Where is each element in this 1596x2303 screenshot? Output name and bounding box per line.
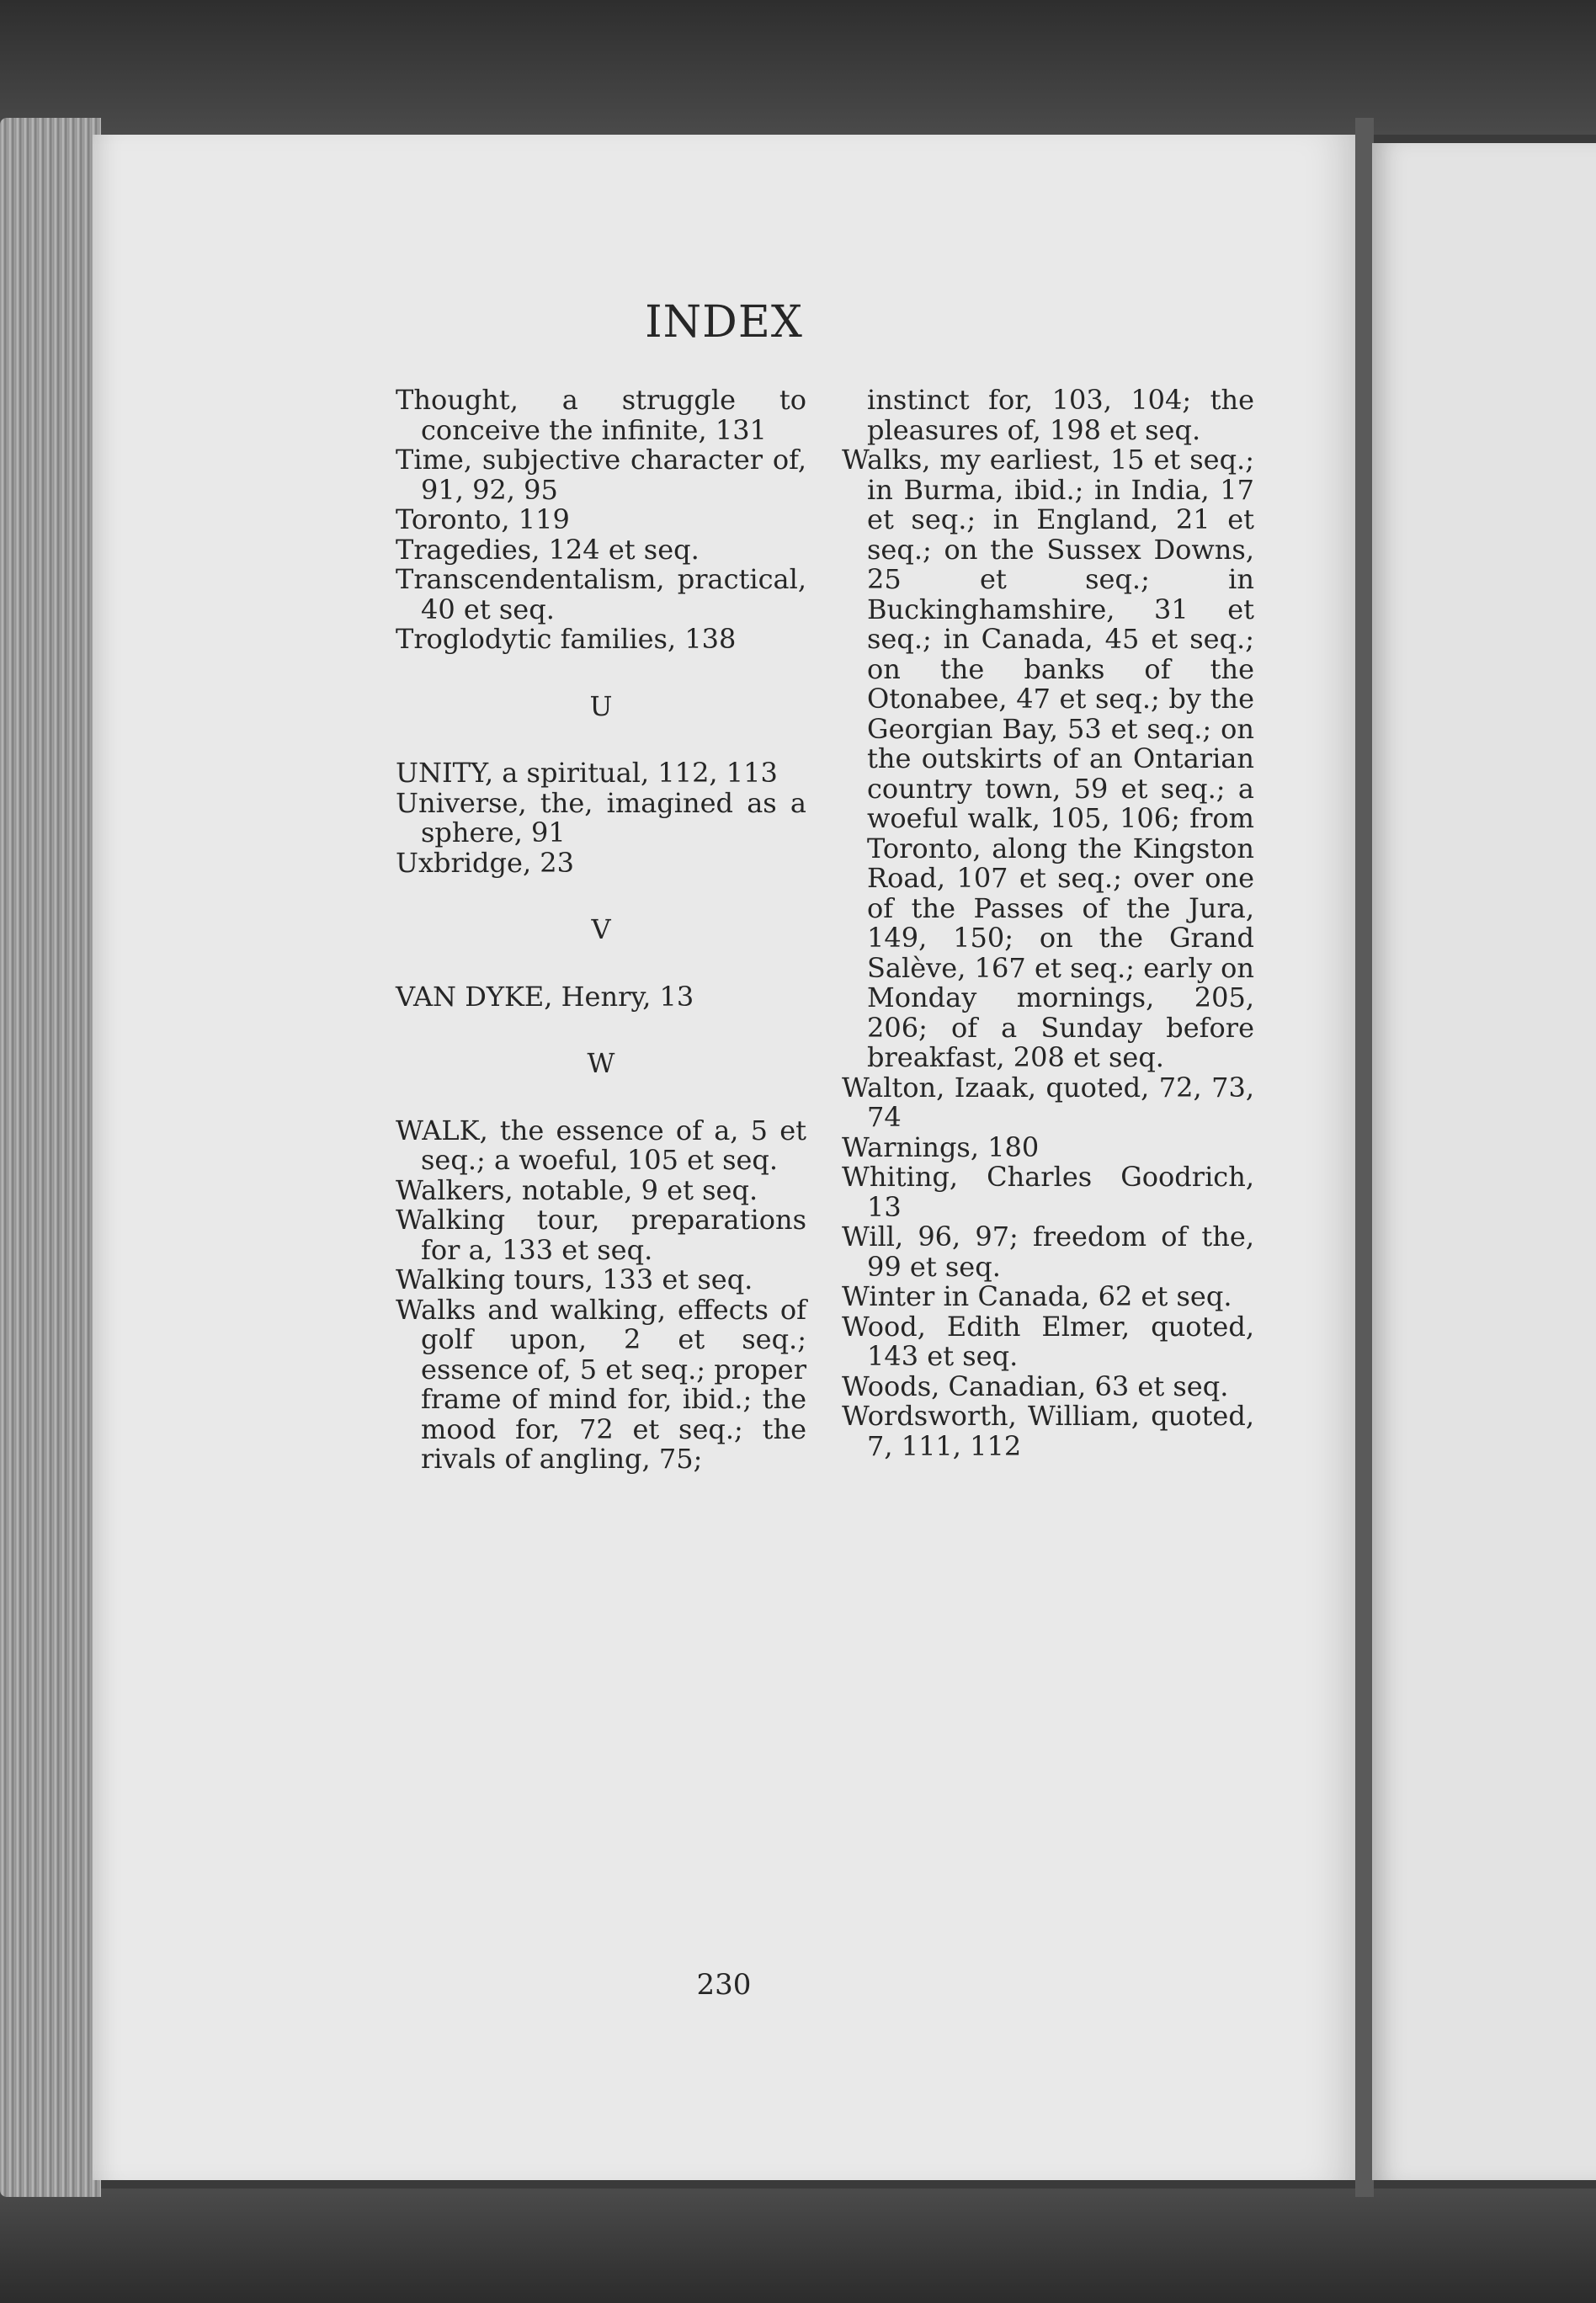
page-number: 230: [696, 1968, 752, 2002]
index-entry: Warnings, 180: [842, 1130, 1040, 1163]
section-letter-u: U: [589, 689, 613, 722]
index-entry: Winter in Canada, 62 et seq.: [842, 1280, 1232, 1312]
book-page: [93, 135, 1355, 2180]
index-column-right: [842, 386, 1254, 1461]
index-entry: Walton, Izaak, quoted, 72, 73, 74: [842, 1071, 1254, 1133]
index-entry: Transcendentalism, practical, 40 et seq.: [396, 563, 806, 625]
index-entry: Walking tour, preparations for a, 133 et seq.: [396, 1204, 806, 1266]
index-entry: Uxbridge, 23: [396, 846, 574, 879]
background-bottom: [0, 2189, 1596, 2303]
section-letter-v: V: [591, 913, 611, 945]
index-entry: VAN DYKE, Henry, 13: [396, 980, 694, 1013]
section-letter-w: W: [587, 1047, 615, 1079]
index-entry-continuation: instinct for, 103, 104; the pleasures of, 198 et seq.: [867, 384, 1254, 446]
facing-page: [1372, 143, 1596, 2180]
index-entry: Whiting, Charles Goodrich, 13: [842, 1161, 1254, 1223]
index-entry: Wordsworth, William, quoted, 7, 111, 112: [842, 1400, 1254, 1462]
index-entry: Walks and walking, effects of golf upon, 2 et seq.; essence of, 5 et seq.; proper frame of mind for, ibid.; the mood for, 72 et seq.; the rivals of angling, 75;: [396, 1293, 806, 1475]
page-title: INDEX: [645, 297, 803, 348]
index-entry: Walks, my earliest, 15 et seq.; in Burma, ibid.; in India, 17 et seq.; in England, 21 et seq.; on the Sussex Downs, 25 et seq.; in Buckinghamshire, 31 et seq.; in Canada, 45 et seq.; on the banks of the Otonabee, 47 et seq.; by the Georgian Bay, 53 et seq.; on the outskirts of an Ontarian country town, 59 et seq.; a woeful walk, 105, 106; from Toronto, along the Kingston Road, 107 et seq.; over one of the Passes of the Jura, 149, 150; on the Grand Salève, 167 et seq.; early on Monday mornings, 205, 206; of a Sunday before breakfast, 208 et seq.: [842, 444, 1254, 1073]
index-entry: WALK, the essence of a, 5 et seq.; a woeful, 105 et seq.: [396, 1114, 806, 1176]
book-gutter: [1355, 118, 1374, 2197]
index-entry: Walking tours, 133 et seq.: [396, 1263, 753, 1295]
index-entry: Universe, the, imagined as a sphere, 91: [396, 786, 806, 848]
index-entry: Toronto, 119: [396, 503, 570, 535]
index-entry: Walkers, notable, 9 et seq.: [396, 1173, 758, 1206]
index-entry: Troglodytic families, 138: [396, 623, 737, 655]
index-entry: Will, 96, 97; freedom of the, 99 et seq.: [842, 1221, 1254, 1283]
background-top: [0, 0, 1596, 135]
page-edges: [0, 118, 101, 2197]
index-entry: Time, subjective character of, 91, 92, 95: [396, 444, 806, 506]
index-column-left: [396, 386, 806, 1475]
index-entry: UNITY, a spiritual, 112, 113: [396, 757, 778, 789]
index-entry: Wood, Edith Elmer, quoted, 143 et seq.: [842, 1310, 1254, 1372]
index-entry: Tragedies, 124 et seq.: [396, 533, 700, 566]
index-entry: Woods, Canadian, 63 et seq.: [842, 1370, 1229, 1402]
index-entry: Thought, a struggle to conceive the infinite, 131: [396, 384, 806, 446]
